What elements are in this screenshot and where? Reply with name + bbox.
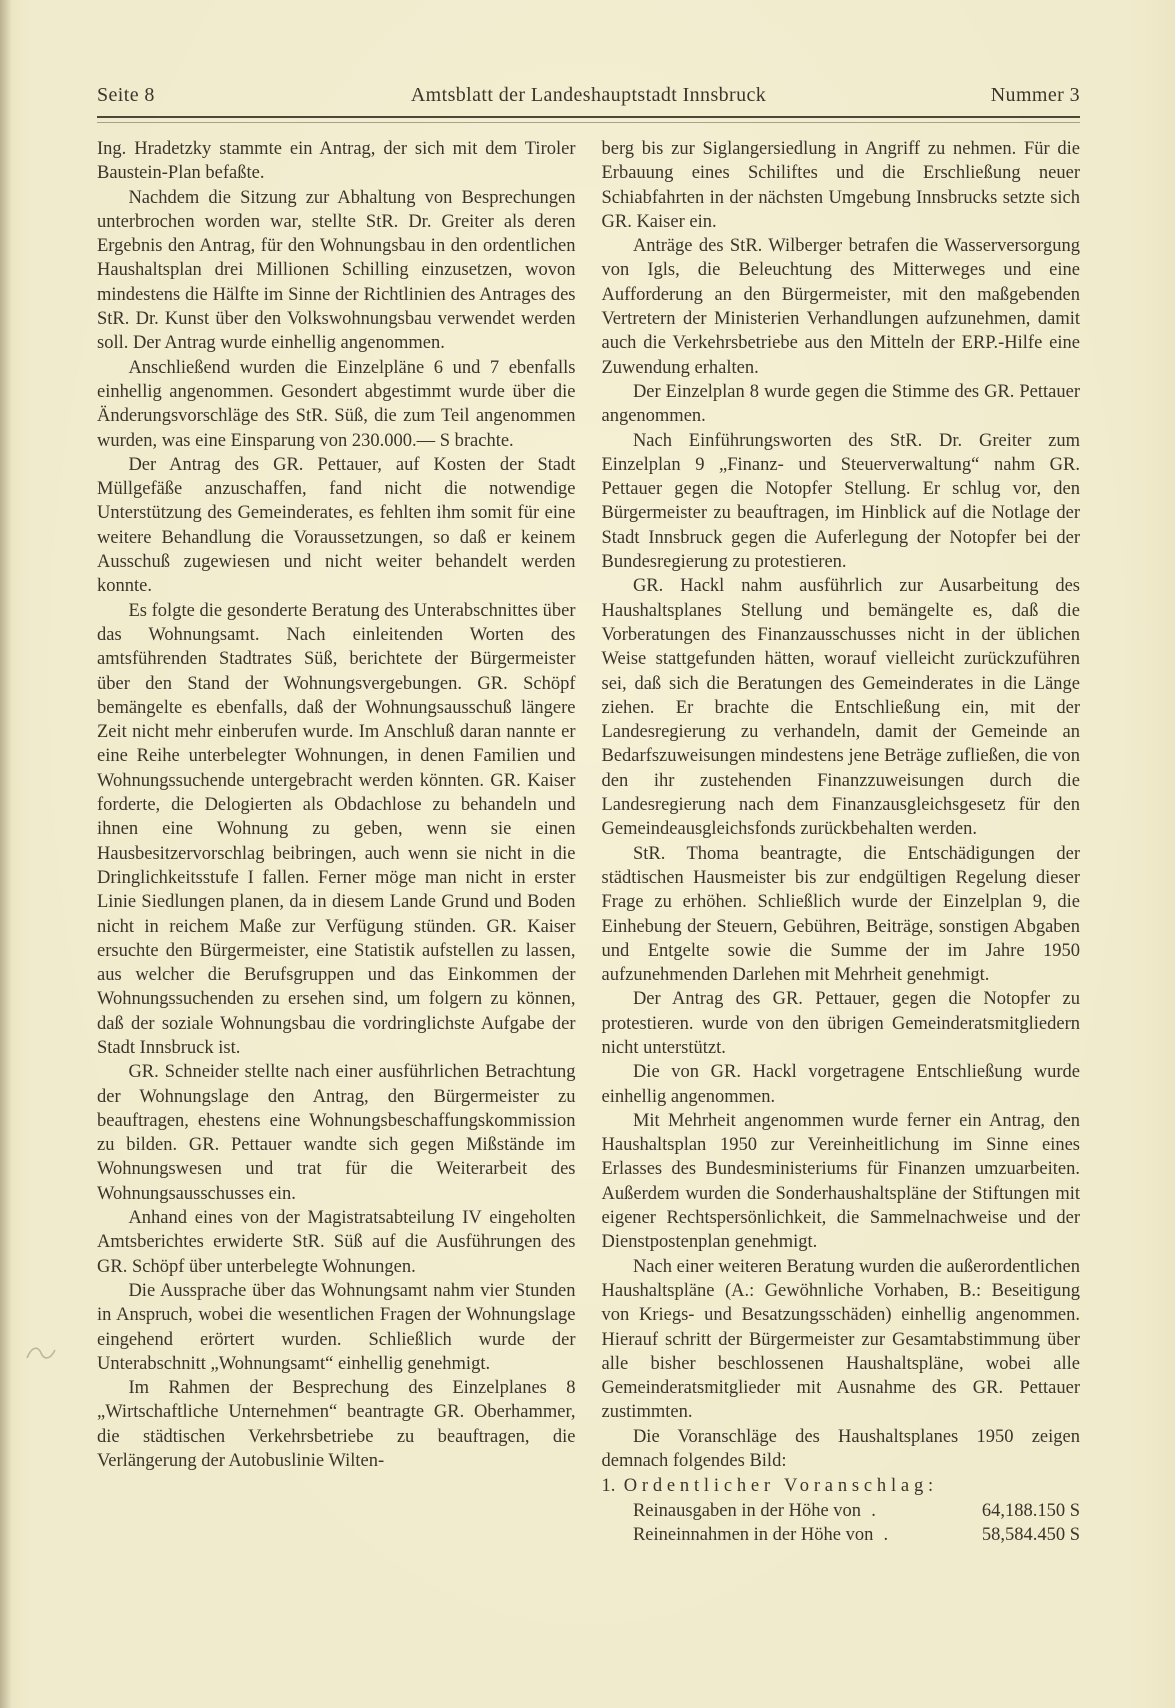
paragraph: Nach einer weiteren Beratung wurden die außerordentlichen Haushaltspläne (A.: Gewöhnliche Vorhaben, B.: Beseitigung von Kriegs- und Besatzungsschäden) einhellig angenommen. Hierauf schritt der Bürgermeister zur Gesamtabstimmung über alle bisher beschlossenen Haushaltspläne, wobei alle Gemeinderatsmitglieder mit Ausnahme des GR. Pettauer zustimmten. [601, 1256, 1080, 1423]
margin-mark [24, 1338, 58, 1368]
budget-line-leader: . [871, 1500, 876, 1521]
paragraph: Es folgte die gesonderte Beratung des Unterabschnittes über das Wohnungsamt. Nach einleitenden Worten des amtsführenden Stadtrates Süß, berichtete der Bürgermeister über den Stand der Wohnungsvergebungen. GR. Schöpf bemängelte es ebenfalls, daß der Wohnungsausschuß längere Zeit nicht mehr einberufen wurde. Im Anschluß daran nannte er eine Reihe unterbelegter Wohnungen, in denen Familien und Wohnungssuchende untergebracht werden könnten. GR. Kaiser forderte, die Delogierten als Obdachlose zu behandeln und ihnen eine Wohnung zu geben, wenn sie einen Hausbesitzervorschlag beibringen, auch wenn sie nicht in die Dringlichkeitsstufe I fallen. Ferner möge man nicht in erster Linie Siedlungen planen, da in diesem Lande Grund und Boden nicht in reichem Maße zur Verfügung stünden. GR. Kaiser ersuchte den Bürgermeister, eine Statistik aufstellen zu lassen, aus welcher die Berufsgruppen und das Einkommen der Wohnungssuchenden zu ersehen sind, um folgern zu können, daß der soziale Wohnungsbau die vordringlichste Aufgabe der Stadt Innsbruck ist. [97, 600, 576, 1058]
budget-line-amount: 64,188.150 S [981, 1500, 1080, 1521]
issue-number-label: Nummer 3 [990, 84, 1080, 106]
paragraph: Nachdem die Sitzung zur Abhaltung von Besprechungen unterbrochen worden war, stellte StR. Dr. Greiter als deren Ergebnis den Antrag, für den Wohnungsbau in den ordentlichen Haushaltsplan drei Millionen Schilling einzusetzen, wovon mindestens die Hälfte im Sinne der Richtlinien des Antrages des StR. Dr. Kunst über den Volkswohnungsbau verwendet werden soll. Der Antrag wurde einhellig angenommen. [97, 187, 576, 354]
budget-line-expenses [633, 1499, 1080, 1523]
paragraph: Mit Mehrheit angenommen wurde ferner ein Antrag, den Haushaltsplan 1950 zur Vereinheitlichung im Sinne eines Erlasses des Bundesministeriums für Finanzen umzuarbeiten. Außerdem wurden die Sonderhaushaltspläne der Stiftungen mit eigener Rechtspersönlichkeit, die Sammelnachweise und der Dienstpostenplan genehmigt. [601, 1110, 1080, 1253]
paragraph: GR. Schneider stellte nach einer ausführlichen Betrachtung der Wohnungslage den Antrag, den Bürgermeister zu beauftragen, ehestens eine Wohnungsbeschaffungskommission zu bilden. GR. Pettauer wandte sich gegen Mißstände im Wohnungswesen und trat für die Weiterarbeit des Wohnungsausschusses ein. [97, 1062, 576, 1204]
scan-edge-shadow [0, 0, 12, 1708]
gazette-title: Amtsblatt der Landeshauptstadt Innsbruck [410, 84, 767, 106]
paragraph: Ing. Hradetzky stammte ein Antrag, der sich mit dem Tiroler Baustein-Plan befaßte. [97, 139, 576, 184]
paragraph: Anträge des StR. Wilberger betrafen die Wasserversorgung von Igls, die Beleuchtung des Mitterweges und eine Aufforderung an den Bürgermeister, mit den maßgebenden Vertretern der Ministerien Verhandlungen aufzunehmen, damit auch die Verkehrsbetriebe aus den Mitteln der ERP.-Hilfe eine Zuwendung erhalten. [601, 236, 1080, 378]
paragraph: Die Voranschläge des Haushaltsplanes 1950 zeigen demnach folgendes Bild: [601, 1426, 1080, 1472]
budget-line-amount: 58,584.450 S [981, 1524, 1080, 1545]
page [97, 84, 1080, 1547]
budget-heading-number: 1. [601, 1476, 616, 1497]
left-column-paragraphs [97, 137, 576, 1473]
paragraph: Der Antrag des GR. Pettauer, auf Kosten der Stadt Müllgefäße anzuschaffen, fand nicht die notwendige Unterstützung des Gemeinderates, es fehlten ihm somit für eine weitere Behandlung die Voraussetzungen, so daß er keinem Ausschuß zugewiesen und nicht weiter behandelt werden konnte. [97, 454, 576, 597]
budget-line-label: Reineinnahmen in der Höhe von [632, 1524, 874, 1545]
paragraph: Der Einzelplan 8 wurde gegen die Stimme des GR. Pettauer angenommen. [601, 381, 1080, 427]
paragraph: berg bis zur Siglangersiedlung in Angriff zu nehmen. Für die Erbauung eines Schiliftes und die Erschließung neuer Schiabfahrten in der nächsten Umgebung Innsbrucks setzte sich GR. Kaiser ein. [601, 139, 1080, 232]
budget-heading-text: Ordentlicher Voranschlag: [623, 1476, 938, 1497]
header-rule [97, 116, 1080, 123]
budget-line-label: Reinausgaben in der Höhe von [632, 1500, 862, 1521]
text-columns [97, 137, 1080, 1547]
masthead [97, 84, 1080, 107]
paragraph: StR. Thoma beantragte, die Entschädigungen der städtischen Hausmeister bis zur endgültigen Regelung dieser Frage zu erhöhen. Schließlich wurde der Einzelplan 9, die Einhebung der Steuern, Gebühren, Beiträge, sonstigen Abgaben und Entgelte sowie die Summe der im Jahre 1950 aufzunehmenden Darlehen mit Mehrheit genehmigt. [601, 843, 1080, 986]
paragraph: Die von GR. Hackl vorgetragene Entschließung wurde einhellig angenommen. [601, 1062, 1080, 1107]
left-column [97, 137, 576, 1547]
budget-line-revenue [633, 1523, 1080, 1547]
paragraph: Im Rahmen der Besprechung des Einzelplanes 8 „Wirtschaftliche Unternehmen“ beantragte GR. Oberhammer, die städtischen Verkehrsbetriebe zu beauftragen, die Verlängerung der Autobuslinie Wilten- [97, 1378, 576, 1472]
budget-summary [602, 1474, 1081, 1547]
right-column-paragraphs [602, 137, 1081, 1473]
budget-line-leader: . [883, 1524, 889, 1545]
paragraph: Anschließend wurden die Einzelpläne 6 und 7 ebenfalls einhellig angenommen. Gesondert abgestimmt wurde über die Änderungsvorschläge des StR. Süß, die zum Teil angenommen wurden, was eine Einsparung von 230.000.— S brachte. [97, 357, 576, 451]
budget-heading [602, 1474, 1081, 1498]
right-column [602, 137, 1081, 1547]
paragraph: Nach Einführungsworten des StR. Dr. Greiter zum Einzelplan 9 „Finanz- und Steuerverwaltung“ nahm GR. Pettauer gegen die Notopfer Stellung. Er schlug vor, den Bürgermeister zu beauftragen, im Hinblick auf die Notlage der Stadt Innsbruck gegen die Auferlegung der Notopfer bei der Bundesregierung zu protestieren. [601, 430, 1080, 573]
page-number-label: Seite 8 [97, 84, 155, 106]
paragraph: GR. Hackl nahm ausführlich zur Ausarbeitung des Haushaltsplanes Stellung und bemängelte es, daß die Vorberatungen des Finanzausschusses nicht in der üblichen Weise stattgefunden hätten, worauf vielleicht zurückzuführen sei, daß sich die Beratungen des Gemeinderates in die Länge ziehen. Er brachte die Entschließung ein, mit der Landesregierung zu verhandeln, damit der Gemeinde an Bedarfszuweisungen mindestens jene Beträge zufließen, die von den ihr zustehenden Finanzzuweisungen durch die Landesregierung nach dem Finanzausgleichsgesetz für den Gemeindeausgleichsfonds zurückbehalten werden. [601, 576, 1080, 840]
paragraph: Anhand eines von der Magistratsabteilung IV eingeholten Amtsberichtes erwiderte StR. Süß auf die Ausführungen des GR. Schöpf über unterbelegte Wohnungen. [97, 1208, 576, 1277]
paragraph: Die Aussprache über das Wohnungsamt nahm vier Stunden in Anspruch, wobei die wesentlichen Fragen der Wohnungslage eingehend erörtert wurden. Schließlich wurde der Unterabschnitt „Wohnungsamt“ einhellig genehmigt. [97, 1280, 576, 1374]
paragraph: Der Antrag des GR. Pettauer, gegen die Notopfer zu protestieren. wurde von den übrigen Gemeinderatsmitgliedern nicht unterstützt. [601, 989, 1080, 1058]
